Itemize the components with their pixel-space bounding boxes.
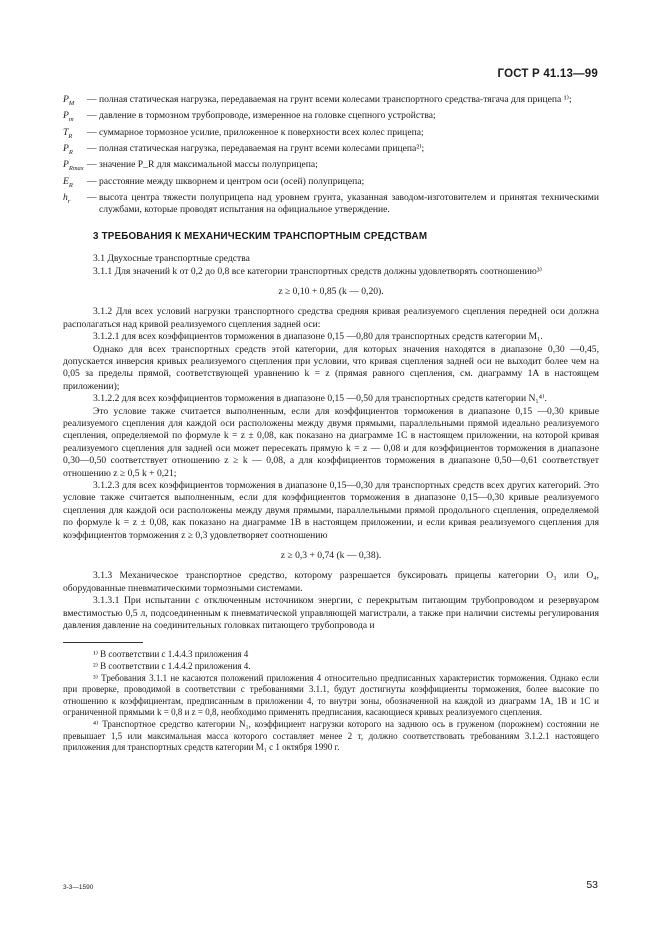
- formula: z ≥ 0,10 + 0,85 (k — 0,20).: [278, 285, 384, 297]
- footnote: ¹⁾ В соответствии с 1.4.4.3 приложения 4: [93, 649, 249, 660]
- footnote: ²⁾ В соответствии с 1.4.4.2 приложения 4.: [93, 661, 251, 672]
- footnote-divider: [63, 642, 143, 643]
- section-heading: 3 ТРЕБОВАНИЯ К МЕХАНИЧЕСКИМ ТРАНСПОРТНЫМ СРЕДСТВАМ: [93, 230, 428, 242]
- definition-text: расстояние между шкворнем и центром оси (осей) полуприцепа;: [99, 175, 365, 187]
- definition-row: $E_R$ — расстояние между шкворнем и центром оси (осей) полуприцепа;: [63, 176, 599, 192]
- definition-symbol: $T_R$: [63, 126, 73, 140]
- definition-text: полная статическая нагрузка, передаваемая на грунт всеми колесами транспортного средства-тягача для прицепа ¹⁾;: [99, 94, 572, 105]
- definition-symbol: $P_M$: [63, 94, 75, 107]
- paragraph: 3.1.2 Для всех условий нагрузки транспортного средства средняя кривая реализуемого сцепления передней оси должна располагаться над кривой реализуемого сцепления задней оси:: [63, 306, 599, 330]
- page-body: [63, 94, 599, 754]
- symbol-definitions: [63, 94, 599, 217]
- definition-symbol: $P_m$: [63, 110, 74, 124]
- definition-row: $P_m$ — давление в тормозном трубопроводе, измеренное на головке сцепного устройства;: [63, 110, 599, 126]
- footnote: ³⁾ Требования 3.1.1 не касаются положений приложения 4 относительно предписанных характеристик торможения. Однако если при проверке, проводимой в соответствии с требованиями 3.1.1, будут достигнуты коэффициенты торможения, более высокие по отношению к коэффициентам, предписанным в приложении 4, то внутри зоны, обозначенной на каждой из диаграмм 1А, 1В и 1С и ограниченной прямыми k = 0,8 и z = 0,8, необходимо применять предписания, касающиеся кривых реализуемого сцепления.: [63, 672, 599, 718]
- paragraph: 3.1.3.1 При испытании с отключенным источником энергии, с перекрытым питающим трубопроводом и резервуаром вместимостью 0,5 л, подсоединенным к пневматической управляющей магистрали, а также при наличии системы регулирования давления давление на соединительных головках питающего трубопровода и: [63, 595, 599, 632]
- definition-symbol: $E_R$: [63, 175, 73, 189]
- definition-symbol: $P_R$: [63, 142, 73, 156]
- definition-symbol: $P_{Rmax}$: [63, 159, 84, 173]
- page-number: 53: [586, 879, 598, 891]
- paragraph: 3.1.2.2 для всех коэффициентов торможения в диапазоне 0,15 —0,50 для транспортных средств категории N₁⁴⁾.: [93, 393, 547, 405]
- paragraph: 3.1.3 Механическое транспортное средство, которому разрешается буксировать прицепы категории O₃ или O₄, оборудованные пневматическими тормозными системами.: [63, 570, 599, 594]
- paragraph: 3.1.1 Для значений k от 0,2 до 0,8 все категории транспортных средств должны удовлетворять соотношению³⁾: [93, 265, 542, 277]
- paragraph: 3.1 Двухосные транспортные средства: [93, 253, 250, 265]
- formula: z ≥ 0,3 + 0,74 (k — 0,38).: [280, 550, 382, 562]
- print-code: 3-3—1590: [63, 884, 94, 891]
- definition-row: $T_R$ — суммарное тормозное усилие, приложенное к поверхности всех колес прицепа;: [63, 127, 599, 143]
- footnotes: [63, 649, 599, 753]
- definition-text: полная статическая нагрузка, передаваемая на грунт всеми колесами прицепа²⁾;: [99, 142, 425, 154]
- definition-row: $P_M$ — полная статическая нагрузка, передаваемая на грунт всеми колесами транспортного средства-тягача для прицепа ¹⁾;: [63, 94, 599, 110]
- definition-row: $P_R$ — полная статическая нагрузка, передаваемая на грунт всеми колесами прицепа²⁾;: [63, 143, 599, 159]
- footnote: ⁴⁾ Транспортное средство категории N₁, коэффициент нагрузки которого на заднюю ось в груженом (порожнем) состоянии не превышает 1,5 или максимальная масса которого составляет менее 2 т, должно соответствовать требованиям 3.1.2.1 настоящего приложения для транспортных средств категории M₁ с 1 октября 1990 г.: [63, 719, 599, 753]
- definition-text: давление в тормозном трубопроводе, измеренное на головке сцепного устройства;: [99, 110, 436, 122]
- paragraph: 3.1.2.1 для всех коэффициентов торможения в диапазоне 0,15 —0,80 для транспортных средств категории M₁.: [93, 331, 543, 343]
- document-code: ГОСТ Р 41.13—99: [497, 68, 598, 80]
- definition-row: $P_{Rmax}$ — значение P_R для максимальной массы полуприцепа;: [63, 159, 599, 175]
- definition-text: значение P_R для максимальной массы полуприцепа;: [99, 159, 318, 171]
- paragraph: Однако для всех транспортных средств этой категории, для которых значения находятся в диапазоне 0,30 —0,45, допускается инверсия кривых реализуемого сцепления при условии, что кривая сцепления задней оси не выходит более чем на 0,05 за пределы прямой, соответствующей уравнению k = z (прямая равного сцепления, см. диаграмму 1А в настоящем приложении);: [63, 343, 599, 392]
- definition-text: высота центра тяжести полуприцепа над уровнем грунта, указанная заводом-изготовителем и принятая техническими службами, которые проводят испытания на официальное утверждение.: [99, 191, 599, 216]
- definition-symbol: $h_r$: [63, 191, 71, 205]
- paragraph: 3.1.2.3 для всех коэффициентов торможения в диапазоне 0,15—0,30 для транспортных средств всех других категорий. Это условие также считается выполненным, если для коэффициентов торможения в диапазоне 0,15—0,30 кривые реализуемого сцепления для каждой оси расположены между двумя прямыми, параллельными прямой продольного сцепления, определяемой по формуле k = z ± 0,08, как показано на диаграмме 1В в настоящем приложении, и если кривая реализуемого сцепления для коэффициентов торможения z ≥ 0,3 удовлетворяет соотношению: [63, 480, 599, 541]
- definition-text: суммарное тормозное усилие, приложенное к поверхности всех колес прицепа;: [99, 126, 424, 138]
- paragraph: Это условие также считается выполненным, если для коэффициентов торможения в диапазоне 0,15 —0,30 кривые реализуемого сцепления для каждой оси расположены между двумя прямыми, параллельными прямой идеально реализуемого сцепления, определяемой по формуле k = z ± 0,08, как показано на диаграмме 1С в настоящем приложении, на которой кривая реализуемого сцепления для задней оси может пересекать прямую k = z — 0,08 и для коэффициентов торможения в диапазоне 0,30—0,50 соответствует отношению z ≥ k — 0,08, а для коэффициентов торможения в диапазоне 0,50—0,61 соответствует отношению z ≥ 0,5 k + 0,21;: [63, 405, 599, 479]
- definition-row: $h_r$ — высота центра тяжести полуприцепа над уровнем грунта, указанная заводом-изготовителем и принятая техническими службами, которые проводят испытания на официальное утверждение.: [63, 191, 599, 216]
